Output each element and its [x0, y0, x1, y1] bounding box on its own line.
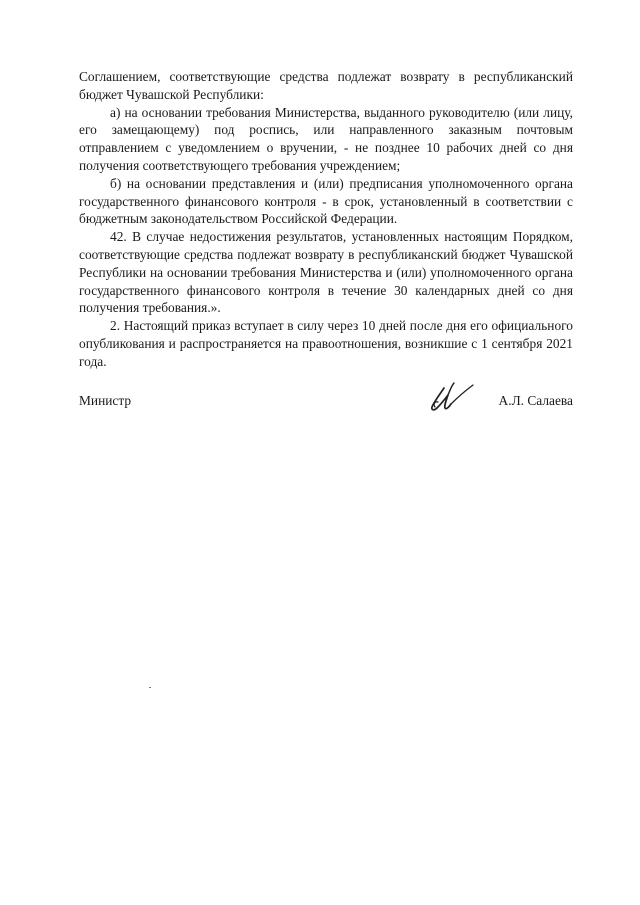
signatory-position: Министр: [79, 393, 132, 408]
paragraph-3: б) на основании представления и (или) предписания уполномоченного органа государственного финансового контроля - в срок, установленный в соответствии с бюджетным законодательством Российской Федерации.: [79, 175, 573, 227]
document-body: [79, 68, 573, 371]
signature-block: [79, 378, 573, 418]
paragraph-5: 2. Настоящий приказ вступает в силу через 10 дней после дня его официального опубликования и распространяется на правоотношения, возникшие с 1 сентября 2021 года.: [79, 318, 573, 369]
paragraph-1: Соглашением, соответствующие средства подлежат возврату в республиканский бюджет Чувашской Республики:: [79, 69, 573, 102]
scan-speck: [149, 687, 151, 688]
paragraph-2: а) на основании требования Министерства, выданного руководителю (или лицу, его замещающему) под роспись, или направленного заказным почтовым отправлением с уведомлением о вручении, - не позднее 10 рабочих дней со дня получения соответствующего требования учреждением;: [79, 104, 573, 173]
handwritten-signature-icon: [424, 380, 476, 414]
signatory-name: А.Л. Салаева: [498, 393, 573, 408]
paragraph-4: 42. В случае недостижения результатов, установленных настоящим Порядком, соответствующие средства подлежат возврату в республиканский бюджет Чувашской Республики на основании требования Министерства и (или) уполномоченного органа государственного финансового контроля в течение 30 календарных дней со дня получения требования.».: [79, 229, 573, 316]
